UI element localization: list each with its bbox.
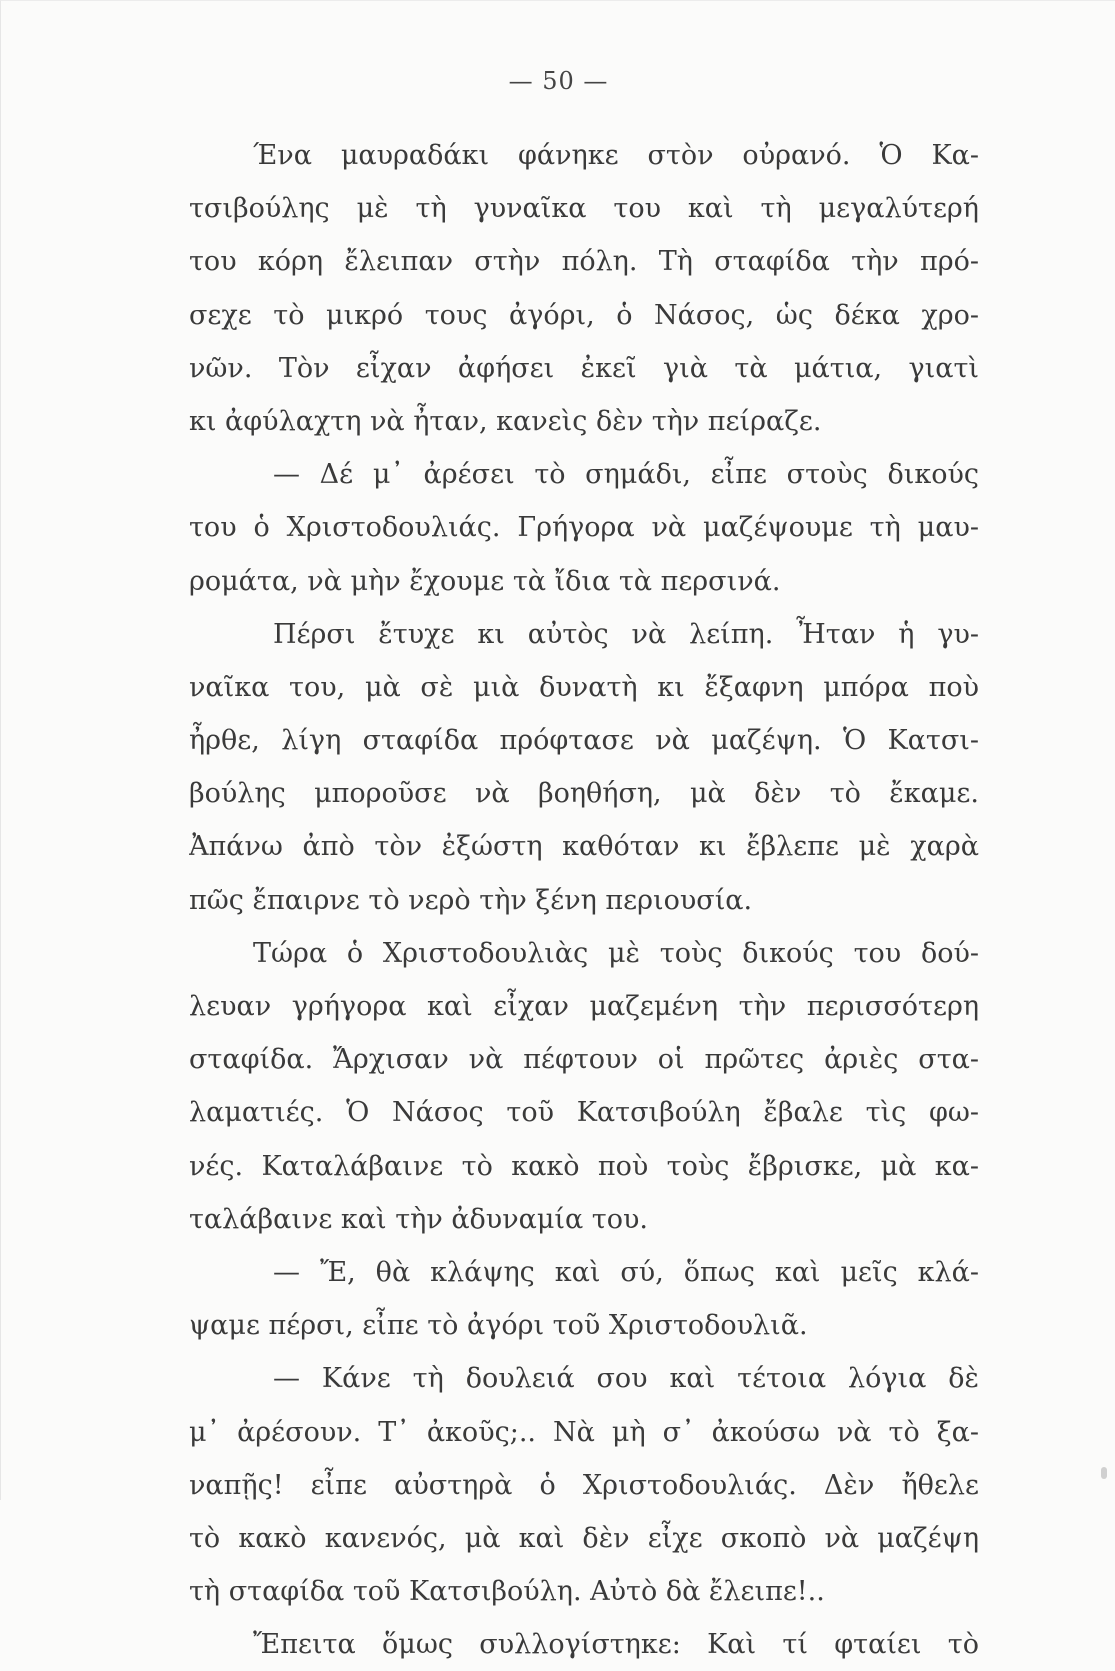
text-line: μ᾽ ἀρέσουν. Τ᾽ ἀκοῦς;.. Νὰ μὴ σ᾽ ἀκούσω νὰ τὸ ξα- <box>189 1416 979 1448</box>
text-line: Πέρσι ἔτυχε κι αὐτὸς νὰ λείπη. Ἦταν ἡ γυ- <box>273 618 979 650</box>
text-line: νῶν. Τὸν εἶχαν ἀφήσει ἐκεῖ γιὰ τὰ μάτια, γιατὶ <box>189 352 979 384</box>
text-line: τὴ σταφίδα τοῦ Κατσιβούλη. Αὐτὸ δὰ ἔλειπε!.. <box>189 1576 825 1608</box>
text-line: πῶς ἔπαιρνε τὸ νερὸ τὴν ξένη περιουσία. <box>189 884 753 916</box>
paper-speck <box>1101 1467 1107 1479</box>
text-line: — Ἔ, θὰ κλάψης καὶ σύ, ὅπως καὶ μεῖς κλά- <box>273 1256 979 1288</box>
text-line: λευαν γρήγορα καὶ εἶχαν μαζεμένη τὴν περισσότερη <box>189 991 979 1022</box>
text-line: σταφίδα. Ἄρχισαν νὰ πέφτουν οἱ πρῶτες ἀριὲς στα- <box>189 1044 979 1076</box>
text-line: ἦρθε, λίγη σταφίδα πρόφτασε νὰ μαζέψη. Ὁ Κατσι- <box>189 725 979 757</box>
text-line: ναπῇς! εἶπε αὐστηρὰ ὁ Χριστοδουλιάς. Δὲν ἤθελε <box>189 1469 979 1501</box>
text-line: λαματιές. Ὁ Νάσος τοῦ Κατσιβούλη ἔβαλε τὶς φω- <box>189 1097 979 1129</box>
text-line: σεχε τὸ μικρό τους ἀγόρι, ὁ Νάσος, ὡς δέκα χρο- <box>189 299 979 331</box>
text-line: ταλάβαινε καὶ τὴν ἀδυναμία του. <box>189 1203 648 1235</box>
text-line: τσιβούλης μὲ τὴ γυναῖκα του καὶ τὴ μεγαλύτερή <box>189 193 979 225</box>
text-line: ψαμε πέρσι, εἶπε τὸ ἀγόρι τοῦ Χριστοδουλιᾶ. <box>189 1310 808 1342</box>
text-line: νές. Καταλάβαινε τὸ κακὸ ποὺ τοὺς ἔβρισκε, μὰ κα- <box>189 1150 979 1182</box>
text-line: — Κάνε τὴ δουλειά σου καὶ τέτοια λόγια δὲ <box>273 1363 979 1395</box>
text-line: Ένα μαυραδάκι φάνηκε στὸν οὐρανό. Ὁ Κα- <box>253 140 979 171</box>
text-line: Ἔπειτα ὅμως συλλογίστηκε: Καὶ τί φταίει τὸ <box>253 1629 979 1661</box>
text-line: βούλης μποροῦσε νὰ βοηθήση, μὰ δὲν τὸ ἔκαμε. <box>189 778 979 810</box>
text-line: ρομάτα, νὰ μὴν ἔχουμε τὰ ἴδια τὰ περσινά. <box>189 565 781 597</box>
text-line: του ὁ Χριστοδουλιάς. Γρήγορα νὰ μαζέψουμε τὴ μαυ- <box>189 512 979 544</box>
page-number: — 50 — <box>508 67 609 95</box>
text-line: του κόρη ἔλειπαν στὴν πόλη. Τὴ σταφίδα τὴν πρό- <box>189 246 979 278</box>
text-line: Τώρα ὁ Χριστοδουλιὰς μὲ τοὺς δικούς του δού- <box>253 937 979 969</box>
text-line: τὸ κακὸ κανενός, μὰ καὶ δὲν εἶχε σκοπὸ νὰ μαζέψη <box>189 1522 979 1554</box>
text-line: ναῖκα του, μὰ σὲ μιὰ δυνατὴ κι ἔξαφνη μπόρα ποὺ <box>189 671 979 703</box>
text-line: — Δέ μ᾽ ἀρέσει τὸ σημάδι, εἶπε στοὺς δικούς <box>273 459 979 491</box>
text-line: κι ἀφύλαχτη νὰ ἦταν, κανεὶς δὲν τὴν πείραζε. <box>189 405 822 437</box>
text-line: Ἀπάνω ἀπὸ τὸν ἐξώστη καθόταν κι ἔβλεπε μὲ χαρὰ <box>189 831 979 863</box>
body-text <box>189 129 979 1671</box>
